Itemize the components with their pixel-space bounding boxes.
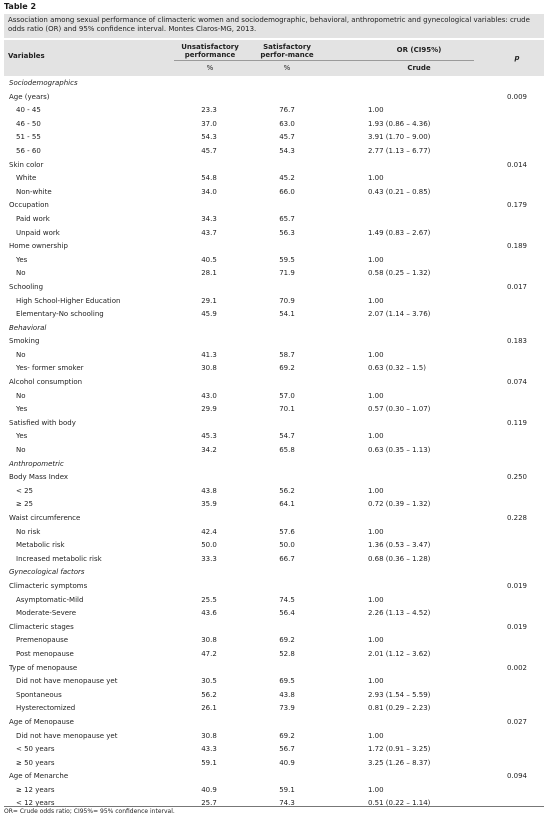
unsatisfactory-cell: 45.7 xyxy=(201,146,217,155)
odds-ratio-cell: 1.72 (0.91 – 3.25) xyxy=(368,745,431,754)
unsatisfactory-cell: 43.0 xyxy=(201,391,217,400)
odds-ratio-cell: 0.68 (0.36 – 1.28) xyxy=(368,554,431,563)
table-row xyxy=(4,730,544,744)
satisfactory-cell: 59.1 xyxy=(279,785,295,794)
odds-ratio-cell: 0.81 (0.29 – 2.23) xyxy=(368,704,431,713)
satisfactory-cell: 66.7 xyxy=(279,554,295,563)
variable-cell: Non-white xyxy=(16,187,52,196)
table-row xyxy=(4,444,544,458)
table-row xyxy=(4,784,544,798)
table-row xyxy=(4,485,544,499)
satisfactory-cell: 59.5 xyxy=(279,255,295,264)
variable-cell: Climacteric symptoms xyxy=(9,581,88,590)
table-row xyxy=(4,403,544,417)
unsatisfactory-cell: 45.3 xyxy=(201,432,217,441)
p-value-cell: 0.179 xyxy=(506,201,528,210)
table-row xyxy=(4,607,544,621)
unsatisfactory-cell: 43.7 xyxy=(201,228,217,237)
odds-ratio-cell: 1.00 xyxy=(368,486,384,495)
p-value-cell: 0.027 xyxy=(506,717,528,726)
variable-cell: < 12 years xyxy=(16,799,55,808)
unsatisfactory-cell: 40.9 xyxy=(201,785,217,794)
odds-ratio-cell: 1.00 xyxy=(368,350,384,359)
table-row xyxy=(4,349,544,363)
satisfactory-cell: 74.3 xyxy=(279,799,295,808)
group-row xyxy=(4,417,544,431)
unsatisfactory-cell: 29.9 xyxy=(201,405,217,414)
variable-cell: Schooling xyxy=(9,282,44,291)
table-row xyxy=(4,689,544,703)
variable-cell: Hysterectomized xyxy=(16,704,76,713)
variable-cell: Did not have menopause yet xyxy=(16,677,118,686)
header-or: OR (CI95%) xyxy=(396,46,442,54)
variable-cell: White xyxy=(16,174,37,183)
satisfactory-cell: 56.3 xyxy=(279,228,295,237)
variable-cell: Body Mass Index xyxy=(9,473,69,482)
table-row xyxy=(4,594,544,608)
variable-cell: Sociodemographics xyxy=(9,79,78,87)
variable-cell: 51 - 55 xyxy=(16,133,41,142)
variable-cell: < 50 years xyxy=(16,745,55,754)
table-row xyxy=(4,430,544,444)
satisfactory-cell: 52.8 xyxy=(279,649,295,658)
satisfactory-cell: 69.5 xyxy=(279,677,295,686)
section-row xyxy=(4,566,544,580)
satisfactory-cell: 70.1 xyxy=(279,405,295,414)
variable-cell: Alcohol consumption xyxy=(9,378,83,387)
table-row xyxy=(4,254,544,268)
table-label: Table 2 xyxy=(4,2,37,11)
satisfactory-cell: 69.2 xyxy=(279,364,295,373)
unsatisfactory-cell: 40.5 xyxy=(201,255,217,264)
unsatisfactory-cell: 59.1 xyxy=(201,758,217,767)
odds-ratio-cell: 2.93 (1.54 – 5.59) xyxy=(368,690,431,699)
variable-cell: Did not have menopause yet xyxy=(16,731,118,740)
variable-cell: Climacteric stages xyxy=(9,622,74,631)
variable-cell: Unpaid work xyxy=(16,228,60,237)
unsatisfactory-cell: 47.2 xyxy=(201,649,217,658)
p-value-cell: 0.019 xyxy=(506,622,528,631)
group-row xyxy=(4,159,544,173)
variable-cell: Skin color xyxy=(9,160,44,169)
header-divider xyxy=(174,60,474,61)
unsatisfactory-cell: 37.0 xyxy=(201,119,217,128)
table-row xyxy=(4,526,544,540)
group-row xyxy=(4,512,544,526)
odds-ratio-cell: 1.00 xyxy=(368,785,384,794)
variable-cell: No xyxy=(16,391,26,400)
table-footnote: OR= Crude odds ratio; CI95%= 95% confidence interval. xyxy=(4,808,175,815)
variable-cell: Home ownership xyxy=(9,242,68,251)
p-value-cell: 0.228 xyxy=(506,514,528,522)
table-row xyxy=(4,186,544,200)
table-row xyxy=(4,145,544,159)
variable-cell: Yes xyxy=(16,405,28,414)
header-p: p xyxy=(514,54,520,62)
table-row xyxy=(4,757,544,771)
p-value-cell: 0.002 xyxy=(506,663,528,672)
p-value-cell: 0.183 xyxy=(506,337,528,346)
header-crude: Crude xyxy=(407,64,431,72)
odds-ratio-cell: 1.00 xyxy=(368,527,384,536)
variable-cell: Behavioral xyxy=(9,323,47,332)
group-row xyxy=(4,240,544,254)
unsatisfactory-cell: 54.3 xyxy=(201,133,217,142)
satisfactory-cell: 57.6 xyxy=(279,527,295,536)
odds-ratio-cell: 0.51 (0.22 – 1.14) xyxy=(368,799,431,808)
table-caption: Association among sexual performance of climacteric women and sociodemographic, behavioral, anthropometric and gynecological variables: crude odds ratio (OR) and 95% confidence interval. Montes Claros-MG, 2013. xyxy=(4,14,544,38)
variable-cell: Premenopause xyxy=(16,636,69,645)
p-value-cell: 0.009 xyxy=(506,92,528,101)
unsatisfactory-cell: 29.1 xyxy=(201,296,217,305)
unsatisfactory-cell: 43.8 xyxy=(201,486,217,495)
odds-ratio-cell: 1.00 xyxy=(368,296,384,305)
unsatisfactory-cell: 50.0 xyxy=(201,541,217,550)
table-row xyxy=(4,539,544,553)
unsatisfactory-cell: 34.3 xyxy=(201,214,217,223)
variable-cell: Asymptomatic-Mild xyxy=(16,595,84,604)
variable-cell: Paid work xyxy=(16,214,50,223)
p-value-cell: 0.189 xyxy=(506,242,528,251)
unsatisfactory-cell: 30.8 xyxy=(201,636,217,645)
satisfactory-cell: 56.4 xyxy=(279,609,295,618)
group-row xyxy=(4,621,544,635)
table-row xyxy=(4,227,544,241)
satisfactory-cell: 40.9 xyxy=(279,758,295,767)
table-row xyxy=(4,308,544,322)
odds-ratio-cell: 0.43 (0.21 – 0.85) xyxy=(368,187,431,196)
odds-ratio-cell: 0.58 (0.25 – 1.32) xyxy=(368,269,431,278)
satisfactory-cell: 45.7 xyxy=(279,133,295,142)
table-row xyxy=(4,743,544,757)
table-body xyxy=(4,77,544,808)
unsatisfactory-cell: 25.7 xyxy=(201,799,217,808)
satisfactory-cell: 50.0 xyxy=(279,541,295,550)
table-row xyxy=(4,498,544,512)
variable-cell: Metabolic risk xyxy=(16,541,65,550)
variable-cell: No xyxy=(16,350,26,359)
unsatisfactory-cell: 34.2 xyxy=(201,446,217,455)
unsatisfactory-cell: 41.3 xyxy=(201,350,217,359)
variable-cell: Age of Menopause xyxy=(9,717,74,726)
section-row xyxy=(4,458,544,472)
satisfactory-cell: 43.8 xyxy=(279,690,295,699)
table-row xyxy=(4,267,544,281)
variable-cell: Waist circumference xyxy=(9,514,81,522)
unsatisfactory-cell: 33.3 xyxy=(201,554,217,563)
unsatisfactory-cell: 35.9 xyxy=(201,500,217,509)
satisfactory-cell: 76.7 xyxy=(279,106,295,115)
odds-ratio-cell: 2.26 (1.13 – 4.52) xyxy=(368,609,431,618)
unsatisfactory-cell: 42.4 xyxy=(201,527,217,536)
odds-ratio-cell: 1.00 xyxy=(368,391,384,400)
group-row xyxy=(4,662,544,676)
unsatisfactory-cell: 43.3 xyxy=(201,745,217,754)
variable-cell: Occupation xyxy=(9,201,49,210)
group-row xyxy=(4,91,544,105)
unsatisfactory-cell: 34.0 xyxy=(201,187,217,196)
p-value-cell: 0.250 xyxy=(506,473,528,482)
odds-ratio-cell: 1.49 (0.83 – 2.67) xyxy=(368,228,431,237)
group-row xyxy=(4,335,544,349)
odds-ratio-cell: 2.77 (1.13 – 6.77) xyxy=(368,146,431,155)
odds-ratio-cell: 1.00 xyxy=(368,106,384,115)
satisfactory-cell: 45.2 xyxy=(279,174,295,183)
p-value-cell: 0.017 xyxy=(506,282,528,291)
satisfactory-cell: 65.7 xyxy=(279,214,295,223)
variable-cell: 40 - 45 xyxy=(16,106,41,115)
table-row xyxy=(4,675,544,689)
p-value-cell: 0.119 xyxy=(506,418,528,427)
variable-cell: ≥ 12 years xyxy=(16,785,55,794)
satisfactory-cell: 58.7 xyxy=(279,350,295,359)
odds-ratio-cell: 0.72 (0.39 – 1.32) xyxy=(368,500,431,509)
variable-cell: Smoking xyxy=(9,337,40,346)
odds-ratio-cell: 0.63 (0.35 – 1.13) xyxy=(368,446,431,455)
variable-cell: No xyxy=(16,269,26,278)
p-value-cell: 0.074 xyxy=(506,378,528,387)
table-header xyxy=(4,40,544,76)
variable-cell: Anthropometric xyxy=(9,459,64,468)
group-row xyxy=(4,716,544,730)
unsatisfactory-cell: 26.1 xyxy=(201,704,217,713)
p-value-cell: 0.014 xyxy=(506,160,528,169)
variable-cell: Spontaneous xyxy=(16,690,62,699)
table-row xyxy=(4,648,544,662)
table-row xyxy=(4,131,544,145)
table-row xyxy=(4,553,544,567)
group-row xyxy=(4,471,544,485)
odds-ratio-cell: 1.00 xyxy=(368,432,384,441)
satisfactory-cell: 64.1 xyxy=(279,500,295,509)
odds-ratio-cell: 1.93 (0.86 – 4.36) xyxy=(368,119,431,128)
satisfactory-cell: 54.1 xyxy=(279,310,295,319)
satisfactory-cell: 71.9 xyxy=(279,269,295,278)
variable-cell: Moderate-Severe xyxy=(16,609,77,618)
header-sat-unit: % xyxy=(283,64,291,72)
unsatisfactory-cell: 30.5 xyxy=(201,677,217,686)
satisfactory-cell: 54.3 xyxy=(279,146,295,155)
odds-ratio-cell: 1.00 xyxy=(368,595,384,604)
variable-cell: High School-Higher Education xyxy=(16,296,121,305)
p-value-cell: 0.094 xyxy=(506,772,528,781)
satisfactory-cell: 66.0 xyxy=(279,187,295,196)
group-row xyxy=(4,580,544,594)
group-row xyxy=(4,770,544,784)
header-unsatisfactory: Unsatisfactory performance xyxy=(181,43,239,59)
variable-cell: < 25 xyxy=(16,486,33,495)
group-row xyxy=(4,376,544,390)
p-value-cell: 0.019 xyxy=(506,581,528,590)
variable-cell: Elementary-No schooling xyxy=(16,310,104,319)
variable-cell: Post menopause xyxy=(16,649,74,658)
table-row xyxy=(4,362,544,376)
odds-ratio-cell: 2.07 (1.14 – 3.76) xyxy=(368,310,431,319)
unsatisfactory-cell: 45.9 xyxy=(201,310,217,319)
variable-cell: Yes xyxy=(16,255,28,264)
group-row xyxy=(4,199,544,213)
variable-cell: Age (years) xyxy=(9,92,50,101)
unsatisfactory-cell: 28.1 xyxy=(201,269,217,278)
odds-ratio-cell: 1.00 xyxy=(368,636,384,645)
satisfactory-cell: 56.7 xyxy=(279,745,295,754)
table-row xyxy=(4,634,544,648)
odds-ratio-cell: 3.91 (1.70 – 9.00) xyxy=(368,133,431,142)
odds-ratio-cell: 0.63 (0.32 – 1.5) xyxy=(368,364,426,373)
unsatisfactory-cell: 30.8 xyxy=(201,364,217,373)
unsatisfactory-cell: 25.5 xyxy=(201,595,217,604)
table-row xyxy=(4,390,544,404)
odds-ratio-cell: 1.00 xyxy=(368,731,384,740)
odds-ratio-cell: 2.01 (1.12 – 3.62) xyxy=(368,649,431,658)
header-satisfactory: Satisfactory perfor-mance xyxy=(260,43,314,59)
variable-cell: 56 - 60 xyxy=(16,146,41,155)
variable-cell: No xyxy=(16,446,26,455)
satisfactory-cell: 69.2 xyxy=(279,731,295,740)
variable-cell: Age of Menarche xyxy=(9,772,69,781)
table-row xyxy=(4,172,544,186)
unsatisfactory-cell: 54.8 xyxy=(201,174,217,183)
unsatisfactory-cell: 23.3 xyxy=(201,106,217,115)
group-row xyxy=(4,281,544,295)
unsatisfactory-cell: 30.8 xyxy=(201,731,217,740)
section-row xyxy=(4,322,544,336)
table-row xyxy=(4,295,544,309)
table-row xyxy=(4,702,544,716)
variable-cell: ≥ 50 years xyxy=(16,758,55,767)
variable-cell: Type of menopause xyxy=(9,663,78,672)
odds-ratio-cell: 1.36 (0.53 – 3.47) xyxy=(368,541,431,550)
table-row xyxy=(4,118,544,132)
header-variables: Variables xyxy=(8,52,45,60)
section-row xyxy=(4,77,544,91)
table-row xyxy=(4,213,544,227)
satisfactory-cell: 63.0 xyxy=(279,119,295,128)
odds-ratio-cell: 0.57 (0.30 – 1.07) xyxy=(368,405,431,414)
variable-cell: ≥ 25 xyxy=(16,500,33,509)
variable-cell: Yes- former smoker xyxy=(16,364,84,373)
satisfactory-cell: 73.9 xyxy=(279,704,295,713)
variable-cell: No risk xyxy=(16,527,41,536)
header-unsat-unit: % xyxy=(206,64,214,72)
variable-cell: Gynecological factors xyxy=(9,568,85,577)
variable-cell: 46 - 50 xyxy=(16,119,41,128)
odds-ratio-cell: 1.00 xyxy=(368,677,384,686)
satisfactory-cell: 70.9 xyxy=(279,296,295,305)
unsatisfactory-cell: 43.6 xyxy=(201,609,217,618)
variable-cell: Yes xyxy=(16,432,28,441)
satisfactory-cell: 57.0 xyxy=(279,391,295,400)
table-row xyxy=(4,104,544,118)
odds-ratio-cell: 3.25 (1.26 – 8.37) xyxy=(368,758,431,767)
satisfactory-cell: 69.2 xyxy=(279,636,295,645)
variable-cell: Satisfied with body xyxy=(9,418,76,427)
unsatisfactory-cell: 56.2 xyxy=(201,690,217,699)
table-bottom-rule xyxy=(4,806,544,807)
odds-ratio-cell: 1.00 xyxy=(368,255,384,264)
satisfactory-cell: 65.8 xyxy=(279,446,295,455)
satisfactory-cell: 74.5 xyxy=(279,595,295,604)
odds-ratio-cell: 1.00 xyxy=(368,174,384,183)
satisfactory-cell: 54.7 xyxy=(279,432,295,441)
variable-cell: Increased metabolic risk xyxy=(16,554,102,563)
satisfactory-cell: 56.2 xyxy=(279,486,295,495)
